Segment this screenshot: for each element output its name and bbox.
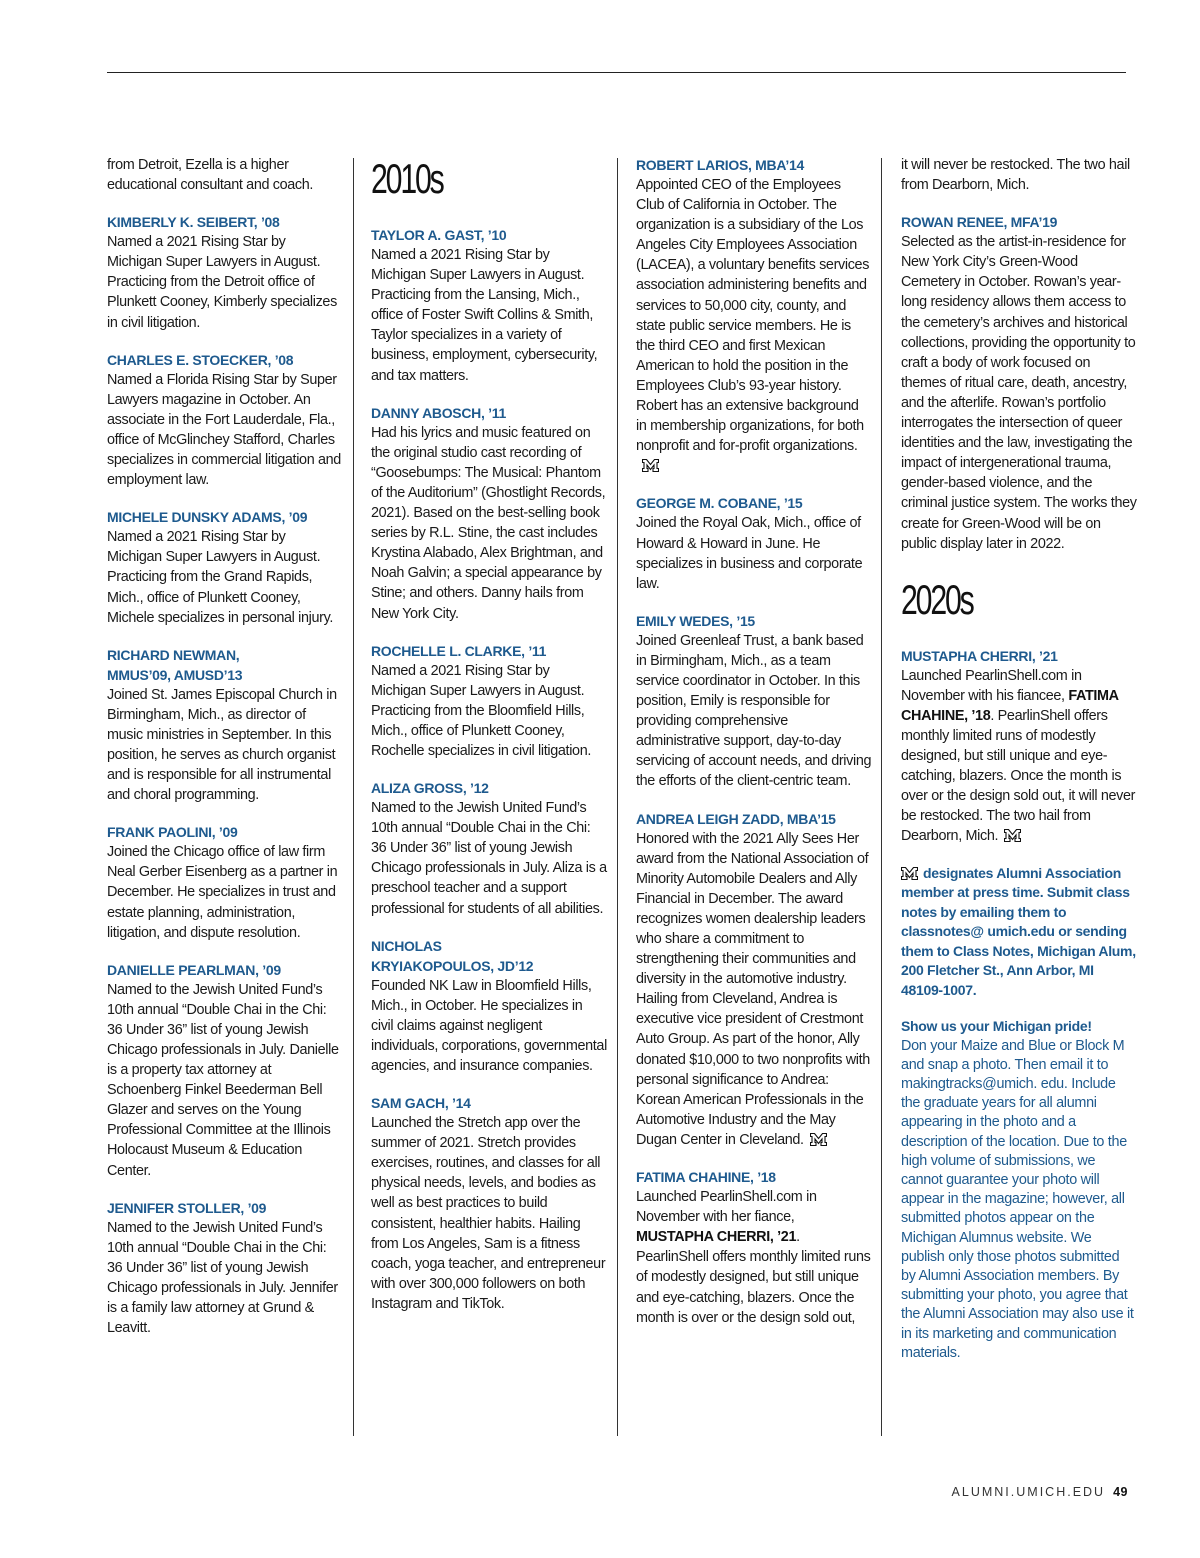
pride-text: Don your Maize and Blue or Block M and snap a photo. Then email it to makingtracks@umich. edu. Include the graduate years for all alumni appearing in the photo and a description of the location. Due to the high volume of submissions, we cannot guarantee your photo will appear in the magazine; however, all submitted photos appear on the Michigan Alumnus website. We publish only those photos submitted by Alumni Association members. By submitting your photo, you agree that the Alumni Association may also use it in its marketing and communication materials. bbox=[901, 1037, 1134, 1361]
note-text: Launched the Stretch app over the summer of 2021. Stretch provides exercises, routines, and classes for all physical needs, levels, and bodies as well as best practices to build consistent, healthier habits. Hailing from Los Angeles, Sam is a fitness coach, yoga teacher, and entrepreneur with over 300,000 followers on both Instagram and TikTok. bbox=[371, 1115, 606, 1312]
partner-name: FATIMA CHAHINE, ’18 bbox=[901, 687, 1119, 724]
alumnus-name: CHARLES E. STOECKER, ’08 bbox=[107, 351, 294, 368]
alumnus-name: RICHARD NEWMAN, MMUS’09, AMUSD’13 bbox=[107, 646, 243, 683]
note-text: Joined the Chicago office of law firm Neal Gerber Eisenberg as a partner in December. He specializes in trust and estate planning, administration, litigation, and dispute resolution. bbox=[107, 844, 338, 941]
note-text: Named a 2021 Rising Star by Michigan Super Lawyers in August. Practicing from the Grand Rapids, Mich., office of Plunkett Cooney, Michele specializes in personal injury. bbox=[107, 529, 334, 626]
note-text: Named a Florida Rising Star by Super Lawyers magazine in October. An associate in the Fort Lauderdale, Fla., office of McGlinchey Stafford, Charles specializes in commercial litigation and employment law. bbox=[107, 371, 341, 489]
alumnus-name: ROWAN RENEE, MFA’19 bbox=[901, 214, 1058, 231]
alumnus-name: TAYLOR A. GAST, ’10 bbox=[371, 227, 507, 243]
alumnus-name: KIMBERLY K. SEIBERT, ’08 bbox=[107, 214, 280, 231]
column-4 bbox=[901, 155, 1137, 1363]
class-note bbox=[636, 809, 872, 1151]
alumnus-name: MICHELE DUNSKY ADAMS, ’09 bbox=[107, 509, 308, 526]
decade-heading: 2020s bbox=[901, 575, 973, 623]
note-text: Named to the Jewish United Fund’s 10th annual “Double Chai in the Chi: 36 Under 36” list of young Jewish Chicago professionals in July. Jennifer is a family law attorney at Grund & Leavitt. bbox=[107, 1219, 338, 1337]
alumnus-name: EMILY WEDES, ’15 bbox=[636, 612, 755, 629]
top-rule bbox=[107, 72, 1126, 73]
alumnus-name: ROBERT LARIOS, MBA’14 bbox=[636, 157, 804, 173]
column-2 bbox=[371, 155, 607, 1331]
page-footer bbox=[952, 1485, 1128, 1499]
column-divider bbox=[881, 158, 882, 1436]
class-note bbox=[107, 1198, 343, 1339]
member-note: designates Alumni Association member at press time. Submit class notes by emailing them to classnotes@ umich.edu or sending them to Class Notes, Michigan Alum, 200 Fletcher St., Ann Arbor, MI 48109-1007. bbox=[901, 864, 1136, 998]
class-note bbox=[371, 403, 607, 624]
class-note bbox=[636, 155, 872, 476]
class-note bbox=[636, 493, 872, 593]
alumnus-name: SAM GACH, ’14 bbox=[371, 1095, 471, 1112]
column-divider bbox=[617, 158, 618, 1436]
note-text: Named a 2021 Rising Star by Michigan Super Lawyers in August. Practicing from the Lansing, Mich., office of Foster Swift Collins & Smith, Taylor specializes in a variety of business, employment, cybersecurity, and tax matters. bbox=[371, 247, 598, 384]
note-text: Joined the Royal Oak, Mich., office of Howard & Howard in June. He specializes in business and corporate law. bbox=[636, 515, 863, 592]
block-m-icon bbox=[810, 1132, 827, 1145]
alumnus-name: NICHOLAS KRYIAKOPOULOS, JD’12 bbox=[371, 937, 534, 974]
continued-text: it will never be restocked. The two hail from Dearborn, Mich. bbox=[901, 157, 1130, 194]
class-note bbox=[901, 212, 1137, 554]
class-note bbox=[107, 822, 343, 942]
block-m-icon bbox=[1004, 828, 1021, 841]
alumnus-name: GEORGE M. COBANE, ’15 bbox=[636, 495, 803, 512]
alumnus-name: FRANK PAOLINI, ’09 bbox=[107, 824, 238, 841]
note-text: Founded NK Law in Bloomfield Hills, Mich., in October. He specializes in civil claims against negligent individuals, corporations, governmental agencies, and insurance companies. bbox=[371, 977, 607, 1074]
site-url: ALUMNI.UMICH.EDU bbox=[951, 1485, 1106, 1499]
class-note bbox=[636, 611, 872, 792]
class-note bbox=[371, 778, 607, 919]
column-3 bbox=[636, 155, 872, 1345]
block-m-icon bbox=[901, 866, 918, 879]
note-text: Launched PearlinShell.com in November with her fiance, MUSTAPHA CHERRI, ’21. PearlinShell offers monthly limited runs of modestly designed, but still unique and eye-catching, blazers. Once the month is over or the design sold out, bbox=[636, 1189, 871, 1326]
page-number: 49 bbox=[1113, 1485, 1128, 1499]
note-text: Selected as the artist-in-residence for New York City’s Green-Wood Cemetery in October. Rowan’s year-long residency allows them access to the cemetery’s archives and historical collections, providing the opportunity to craft a body of work focused on themes of ritual care, death, ancestry, and the afterlife. Rowan’s portfolio interrogates the intersection of queer identities and the law, investigating the impact of intergenerational trauma, gender-based violence, and the criminal justice system. The works they create for Green-Wood will be on public display later in 2022. bbox=[901, 234, 1137, 552]
class-note bbox=[107, 212, 343, 332]
note-text: Named a 2021 Rising Star by Michigan Super Lawyers in August. Practicing from the Bloomfield Hills, Mich., office of Plunkett Cooney, Rochelle specializes in civil litigation. bbox=[371, 662, 592, 759]
class-note bbox=[901, 646, 1137, 847]
note-text: Appointed CEO of the Employees Club of California in October. The organization is a subsidiary of the Los Angeles City Employees Association (LACEA), a voluntary benefits services association administering benefits and services to 50,000 city, county, and state public service members. He is the third CEO and first Mexican American to hold the position in the Employees Club’s 93-year history. Robert has an extensive background in membership organizations, for both nonprofit and for-profit organizations. bbox=[636, 175, 872, 476]
note-text: Joined St. James Episcopal Church in Birmingham, Mich., as director of music ministries in September. In this position, he serves as church organist and is responsible for all instrumental and choral programming. bbox=[107, 686, 337, 804]
note-text: Launched PearlinShell.com in November with his fiancee, FATIMA CHAHINE, ’18. PearlinShell offers monthly limited runs of modestly designed, but still unique and eye-catching, blazers. Once the month is over or the design sold out, it will never be restocked. The two hail from Dearborn, Mich. bbox=[901, 667, 1136, 845]
column-1 bbox=[107, 155, 343, 1355]
decade-heading: 2010s bbox=[371, 155, 443, 202]
block-m-icon bbox=[642, 458, 659, 471]
class-note bbox=[107, 645, 343, 806]
class-note bbox=[636, 1167, 872, 1328]
class-note bbox=[371, 225, 607, 386]
column-divider bbox=[353, 158, 354, 1436]
alumnus-name: FATIMA CHAHINE, ’18 bbox=[636, 1169, 776, 1186]
alumnus-name: ROCHELLE L. CLARKE, ’11 bbox=[371, 642, 547, 659]
alumnus-name: JENNIFER STOLLER, ’09 bbox=[107, 1199, 267, 1216]
alumnus-name: ANDREA LEIGH ZADD, MBA’15 bbox=[636, 810, 836, 827]
class-note bbox=[371, 936, 607, 1076]
note-text: Had his lyrics and music featured on the original studio cast recording of “Goosebumps: The Musical: Phantom of the Auditorium” (Ghostlight Records, 2021). Based on the best-selling book series by R.L. Stine, the cast includes Krystina Alabado, Alex Brightman, and Noah Galvin; a special appearance by Stine; and others. Danny hails from New York City. bbox=[371, 424, 606, 622]
note-text: Named to the Jewish United Fund’s 10th annual “Double Chai in the Chi: 36 Under 36” list of young Jewish Chicago professionals in July. Danielle is a property tax attorney at Schoenberg Finkel Beederman Bell Glazer and serves on the Young Professional Committee at the Illinois Holocaust Museum & Education Center. bbox=[107, 981, 339, 1179]
alumnus-name: ALIZA GROSS, ’12 bbox=[371, 780, 489, 797]
class-note bbox=[107, 350, 343, 491]
class-note bbox=[371, 1093, 607, 1314]
alumnus-name: DANNY ABOSCH, ’11 bbox=[371, 404, 506, 421]
pride-heading: Show us your Michigan pride! bbox=[901, 1018, 1092, 1035]
continued-text: from Detroit, Ezella is a higher educational consultant and coach. bbox=[107, 157, 314, 194]
note-text: Joined Greenleaf Trust, a bank based in Birmingham, Mich., as a team service coordinator in October. In this position, Emily is responsible for providing comprehensive administrative support, day-to-day servicing of account needs, and driving the efforts of the client-centric team. bbox=[636, 632, 872, 790]
class-note bbox=[107, 960, 343, 1181]
alumnus-name: MUSTAPHA CHERRI, ’21 bbox=[901, 647, 1058, 664]
note-text: Named to the Jewish United Fund’s 10th annual “Double Chai in the Chi: 36 Under 36” list of young Jewish Chicago professionals in July. Aliza is a preschool teacher and a support professional for students of all abilities. bbox=[371, 800, 607, 917]
class-note bbox=[371, 641, 607, 761]
note-text: Honored with the 2021 Ally Sees Her award from the National Association of Minority Automobile Dealers and Ally Financial in December. The award recognizes women dealership leaders who share a commitment to strengthening their communities and diversity in the automotive industry. Hailing from Cleveland, Andrea is executive vice president of Crestmont Auto Group. As part of the honor, Ally donated $10,000 to two nonprofits with personal significance to Andrea: Korean American Professionals in the Automotive Industry and the May Dugan Center in Cleveland. bbox=[636, 830, 870, 1148]
partner-name: MUSTAPHA CHERRI, ’21 bbox=[636, 1229, 797, 1246]
class-note bbox=[107, 507, 343, 627]
alumnus-name: DANIELLE PEARLMAN, ’09 bbox=[107, 961, 281, 978]
note-text: Named a 2021 Rising Star by Michigan Super Lawyers in August. Practicing from the Detroit office of Plunkett Cooney, Kimberly specializes in civil litigation. bbox=[107, 234, 337, 331]
